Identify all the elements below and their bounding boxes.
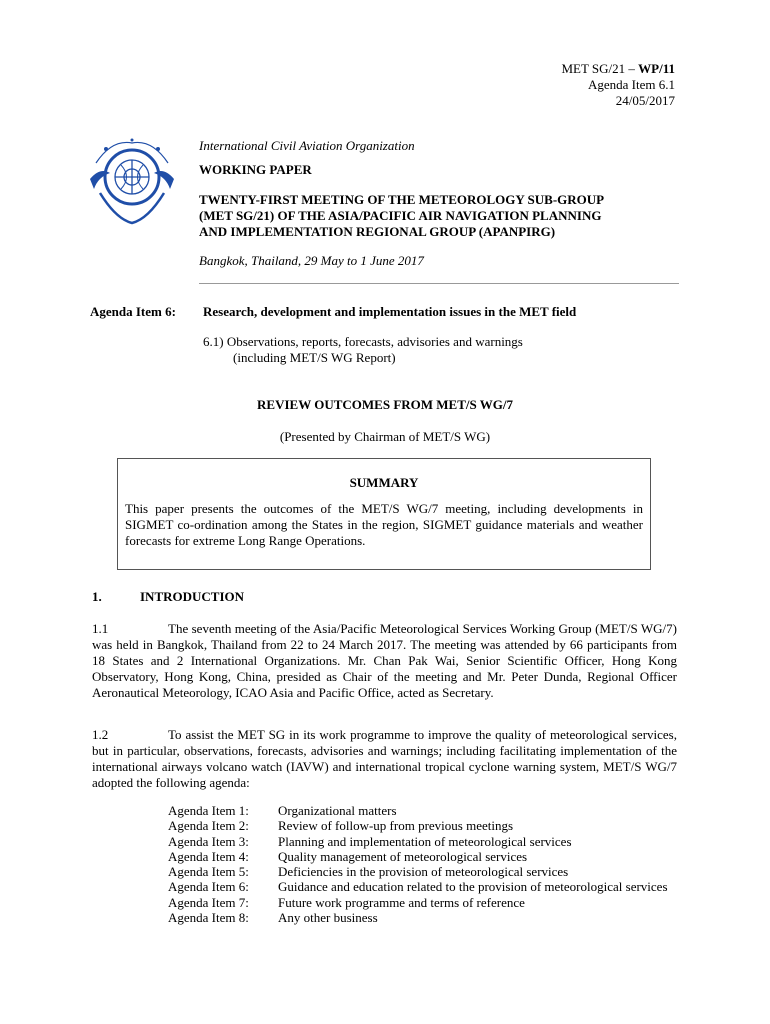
agenda-list-item: [168, 818, 678, 833]
agenda-list-label: Agenda Item 7:: [168, 894, 249, 910]
agenda-list-label: Agenda Item 8:: [168, 910, 249, 926]
agenda-list-item: [168, 879, 678, 894]
agenda-list-item: [168, 910, 678, 925]
sub-item-line: 6.1) Observations, reports, forecasts, advisories and warnings: [203, 334, 523, 349]
agenda-list-text: Quality management of meteorological services: [278, 848, 528, 864]
agenda-list-label: Agenda Item 4:: [168, 848, 249, 864]
agenda-item-label: Agenda Item 6:: [90, 304, 176, 319]
section-number: 1.: [92, 589, 102, 604]
agenda-list-item: [168, 803, 678, 818]
agenda-list-text: Planning and implementation of meteorological services: [278, 833, 572, 849]
agenda-list-label: Agenda Item 5:: [168, 864, 249, 880]
sub-item-line: (including MET/S WG Report): [233, 350, 396, 365]
meeting-venue: Bangkok, Thailand, 29 May to 1 June 2017: [199, 253, 424, 268]
summary-text: This paper presents the outcomes of the MET/S WG/7 meeting, including developments in SIGMET co-ordination among the States in the region, SIGMET guidance materials and weather forecasts for extreme Long Range Operations.: [125, 501, 643, 548]
meeting-title: [199, 192, 679, 240]
reference-wp-number: WP/11: [638, 61, 675, 76]
agenda-list: [168, 803, 678, 925]
document-reference-block: [561, 61, 675, 109]
agenda-list-item: [168, 849, 678, 864]
paper-title: REVIEW OUTCOMES FROM MET/S WG/7: [257, 397, 513, 412]
paragraph-text: To assist the MET SG in its work programme to improve the quality of meteorological services, but in particular, observations, forecasts, advisories and warnings; including facilitating implementation of the international airways volcano watch (IAVW) and international tropical cyclone warning system, MET/S WG/7 adopted the following agenda:: [92, 727, 677, 790]
agenda-list-item: [168, 895, 678, 910]
meeting-title-line: TWENTY-FIRST MEETING OF THE METEOROLOGY SUB-GROUP: [199, 192, 605, 207]
paragraph-number: 1.2: [92, 727, 109, 742]
paragraph-text: The seventh meeting of the Asia/Pacific Meteorological Services Working Group (MET/S WG/7) was held in Bangkok, Thailand from 22 to 24 March 2017. The meeting was attended by 66 participants from 18 States and 2 International Organizations. Mr. Chan Pak Wai, Senior Scientific Officer, Hong Kong Observatory, Hong Kong, China, presided as Chair of the meeting and Mr. Peter Dunda, Regional Officer Aeronautical Meteorology, ICAO Asia and Pacific Office, acted as Secretary.: [92, 621, 677, 700]
organization-name: International Civil Aviation Organization: [199, 138, 415, 153]
agenda-list-text: Organizational matters: [278, 803, 397, 818]
agenda-list-item: [168, 834, 678, 849]
summary-box: [117, 458, 651, 570]
document-reference: [561, 61, 675, 77]
agenda-list-item: [168, 864, 678, 879]
meeting-title-line: (MET SG/21) OF THE ASIA/PACIFIC AIR NAVIGATION PLANNING: [199, 208, 602, 223]
agenda-item-title: Research, development and implementation issues in the MET field: [203, 304, 577, 319]
agenda-list-text: Future work programme and terms of reference: [278, 894, 525, 910]
agenda-list-label: Agenda Item 6:: [168, 879, 249, 895]
summary-title: SUMMARY: [349, 475, 419, 490]
paragraph-number: 1.1: [92, 621, 109, 636]
presented-by: (Presented by Chairman of MET/S WG): [279, 429, 491, 444]
icao-emblem-icon: [82, 133, 182, 233]
header-divider: [199, 283, 679, 284]
agenda-list-text: Review of follow-up from previous meetings: [278, 818, 514, 834]
agenda-list-label: Agenda Item 1:: [168, 803, 249, 818]
paragraph-1-2: [92, 727, 677, 791]
agenda-list-text: Guidance and education related to the provision of meteorological services: [278, 879, 668, 895]
agenda-list-label: Agenda Item 2:: [168, 818, 249, 834]
organization-block: [199, 138, 679, 269]
agenda-reference: Agenda Item 6.1: [587, 77, 675, 92]
agenda-list-text: Any other business: [278, 910, 378, 926]
agenda-list-text: Deficiencies in the provision of meteorological services: [278, 864, 569, 880]
paragraph-1-1: [92, 621, 677, 701]
document-date: 24/05/2017: [615, 93, 675, 108]
reference-prefix: MET SG/21 –: [561, 61, 639, 76]
meeting-title-line: AND IMPLEMENTATION REGIONAL GROUP (APANPIRG): [199, 224, 556, 239]
section-title: INTRODUCTION: [140, 589, 245, 604]
document-type: WORKING PAPER: [199, 162, 312, 177]
agenda-list-label: Agenda Item 3:: [168, 833, 249, 849]
agenda-sub-item: [203, 334, 523, 366]
